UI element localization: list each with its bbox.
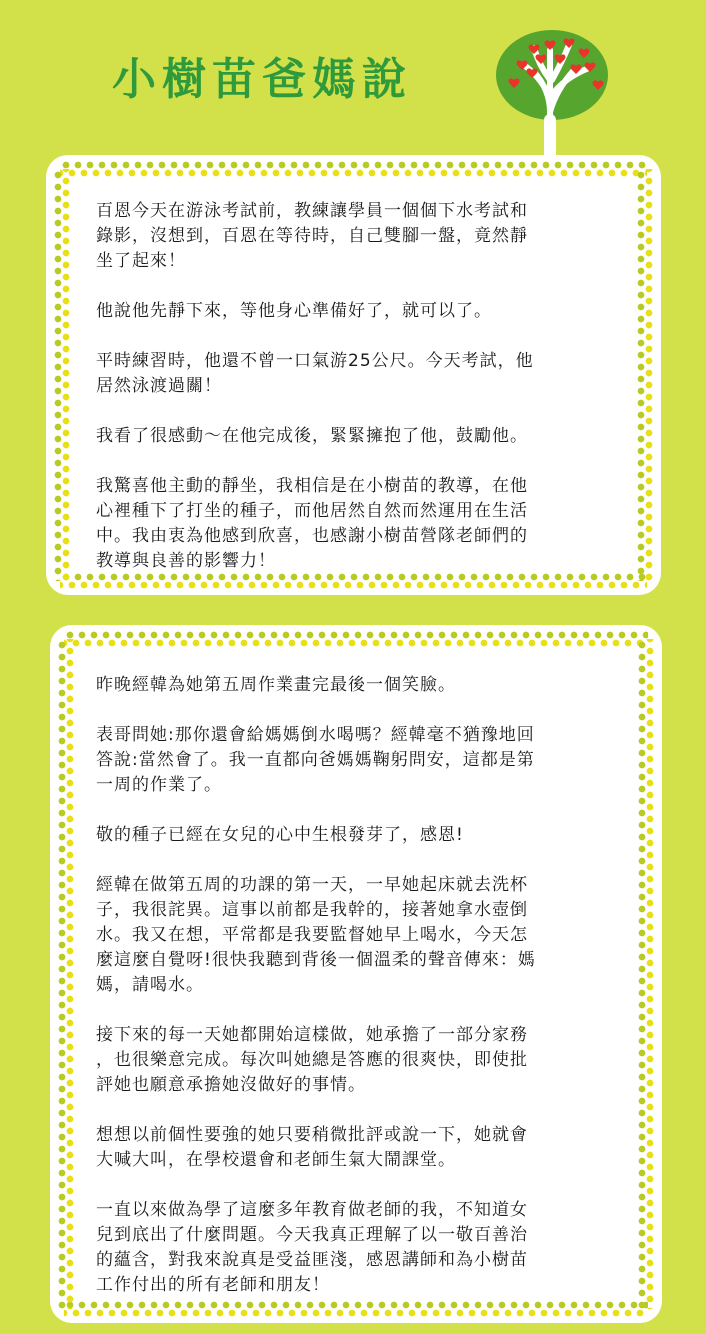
paragraph: 平時練習時，他還不曾一口氣游25公尺。今天考試，他 居然泳渡過關！ — [96, 351, 534, 396]
dotted-border-top — [60, 161, 647, 177]
tree-logo — [494, 20, 614, 160]
paragraph: 百恩今天在游泳考試前，教練讓學員一個個下水考試和 錄影，沒想到，百恩在等待時，自己雙腳一盤，竟然靜 坐了起來！ — [96, 201, 528, 271]
dotted-border-right — [638, 639, 654, 1309]
paragraph: 我看了很感動～在他完成後，緊緊擁抱了他，鼓勵他。 — [96, 426, 528, 446]
card-text — [96, 199, 621, 599]
paragraph: 經韓在做第五周的功課的第一天，一早她起床就去洗杯 子，我很詫異。這事以前都是我幹的，接著她拿水壺倒 水。我又在想，平常都是我要監督她早上喝水，今天怎 麼這麼自覺呀!很快我聽到背後一個溫柔的聲音傳來：媽 媽，請喝水。 — [96, 875, 536, 995]
dotted-border-left — [54, 169, 70, 581]
paragraph: 表哥問她:那你還會給媽媽倒水喝嗎？經韓毫不猶豫地回 答說:當然會了。我一直都向爸媽媽鞠躬問安，這都是第 一周的作業了。 — [96, 725, 535, 795]
paragraph: 接下來的每一天她都開始這樣做，她承擔了一部分家務 ，也很樂意完成。每次叫她總是答應的很爽快，即使批 評她也願意承擔她沒做好的事情。 — [96, 1025, 528, 1095]
dotted-border-left — [58, 639, 74, 1309]
testimonial-card-1 — [46, 155, 661, 595]
dotted-border-top — [64, 631, 648, 647]
paragraph: 敬的種子已經在女兒的心中生根發芽了，感恩! — [96, 825, 464, 845]
paragraph: 我驚喜他主動的靜坐，我相信是在小樹苗的教導，在他 心裡種下了打坐的種子，而他居然自然而然運用在生活 中。我由衷為他感到欣喜，也感謝小樹苗營隊老師們的 教導與良善的影響力！ — [96, 476, 528, 571]
paragraph: 昨晚經韓為她第五周作業畫完最後一個笑臉。 — [96, 675, 456, 695]
page-title: 小樹苗爸媽說 — [112, 54, 412, 105]
dotted-border-right — [637, 169, 653, 581]
card-text — [96, 673, 622, 1323]
paragraph: 想想以前個性要強的她只要稍微批評或說一下，她就會 大喊大叫，在學校還會和老師生氣大鬧課堂。 — [96, 1125, 528, 1170]
paragraph: 他說他先靜下來，等他身心準備好了，就可以了。 — [96, 301, 492, 321]
paragraph: 一直以來做為學了這麼多年教育做老師的我，不知道女 兒到底出了什麼問題。今天我真正理解了以一敬百善治 的蘊含，對我來說真是受益匪淺，感恩講師和為小樹苗 工作付出的所有老師和朋友！ — [96, 1200, 528, 1295]
testimonial-card-2 — [50, 625, 662, 1323]
